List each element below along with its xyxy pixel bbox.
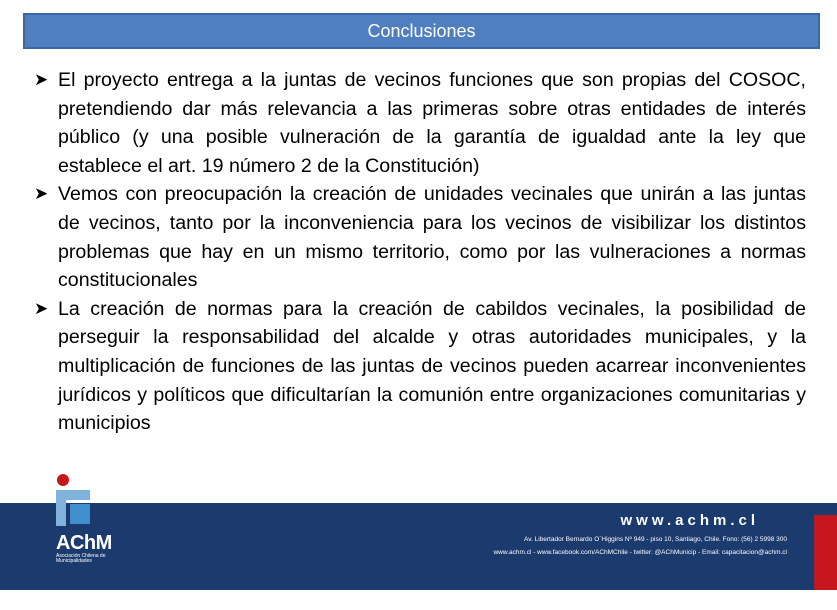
bullet-list bbox=[34, 66, 806, 438]
bullet-text: El proyecto entrega a la juntas de vecinos funciones que son propias del COSOC, pretendiendo dar más relevancia a las primeras sobre otras entidades de interés público (y una posible vulneración de la garantía de igualdad ante la ley que establece el art. 19 número 2 de la Constitución) bbox=[58, 69, 806, 177]
arrow-bullet-icon: ➤ bbox=[34, 184, 49, 204]
bullet-item bbox=[34, 66, 806, 180]
logo-subtitle: Asociación Chilena de Municipalidades bbox=[56, 553, 106, 564]
corner-accent bbox=[814, 515, 837, 590]
bullet-text: Vemos con preocupación la creación de unidades vecinales que unirán a las juntas de vecinos, tanto por la inconveniencia para los vecinos de visibilizar los distintos problemas que hay en un mismo territorio, como por las vulneraciones a normas constitucionales bbox=[58, 183, 806, 292]
slide-title-bar bbox=[23, 13, 820, 49]
arrow-bullet-icon: ➤ bbox=[34, 298, 49, 318]
logo-wordmark: AChM bbox=[56, 532, 112, 554]
footer-address: Av. Libertador Bernardo O´Higgins Nº 949 - piso 10, Santiago, Chile. Fono: (56) 2 5998 300 bbox=[523, 536, 787, 543]
footer-contact-links[interactable]: www.achm.cl - www.facebook.com/AChMChile - twitter: @AChMunicip - Email: capacitacion@achm.cl bbox=[493, 549, 787, 556]
website-link[interactable]: www.achm.cl bbox=[620, 512, 759, 529]
bullet-item bbox=[34, 180, 806, 294]
bullet-text: La creación de normas para la creación de cabildos vecinales, la posibilidad de perseguir la responsabilidad del alcalde y otras autoridades municipales, y la multiplicación de funciones de las juntas de vecinos pueden acarrear inconvenientes jurídicos y políticos que dificultarían la comunión entre organizaciones comunitarias y municipios bbox=[58, 297, 806, 435]
bullet-item bbox=[34, 295, 806, 438]
arrow-bullet-icon: ➤ bbox=[34, 70, 49, 89]
footer-stripe bbox=[0, 500, 837, 503]
slide-title: Conclusiones bbox=[367, 20, 476, 41]
